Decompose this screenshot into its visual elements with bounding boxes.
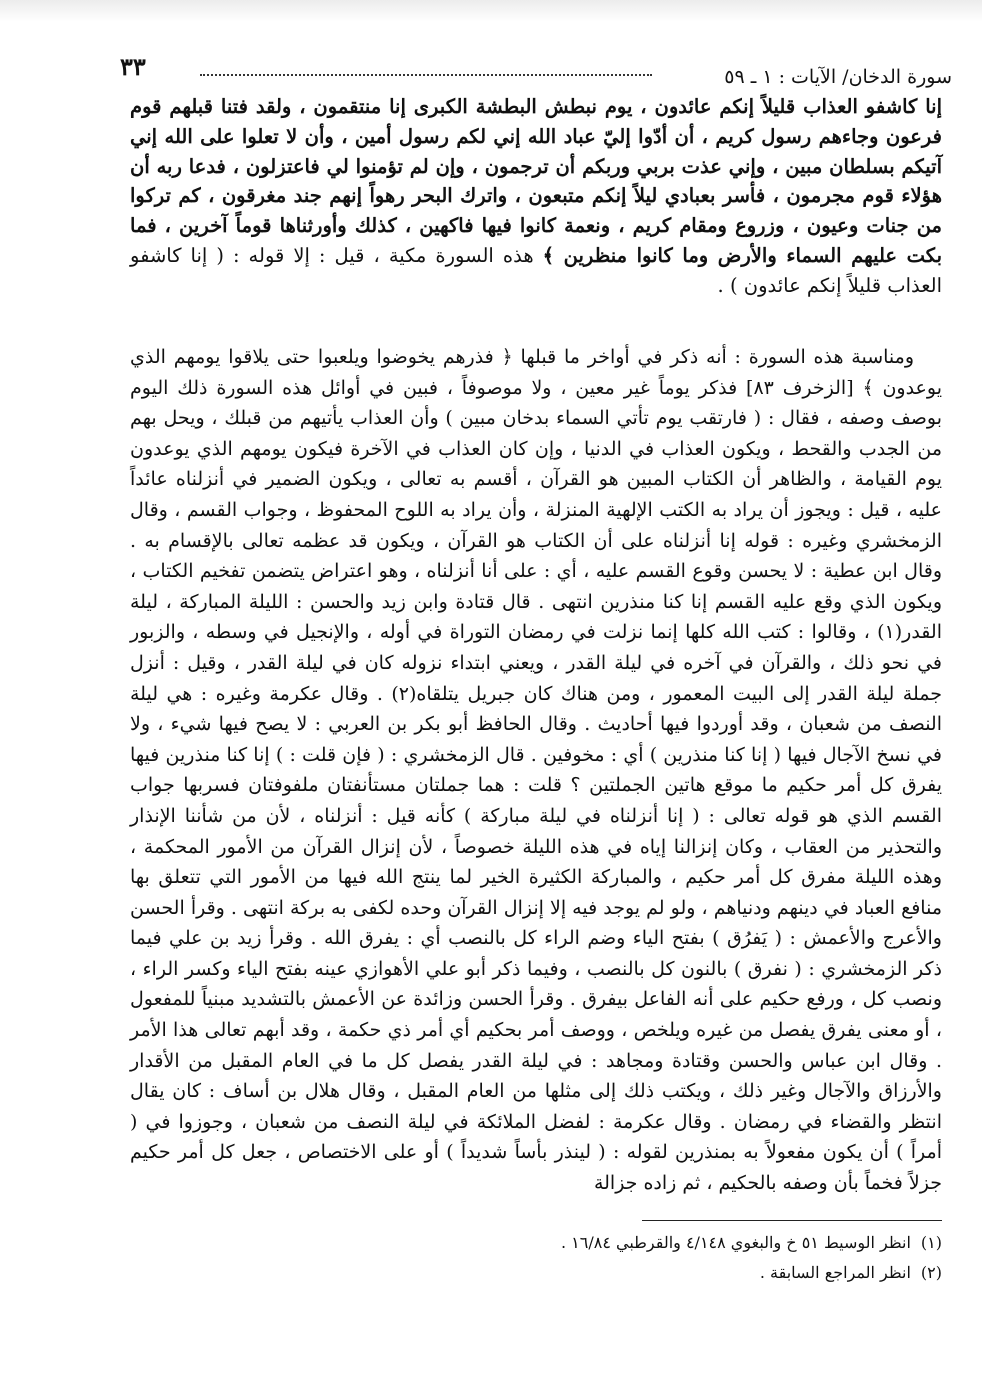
surah-intro: هذه السورة مكية ، قيل : إلا قوله : ( إنا كاشفو العذاب قليلاً إنكم عائدون ) . [130,243,942,297]
scan-edge [0,0,982,22]
header-dotted-rule [200,74,652,76]
footnote-number: (١) [920,1233,942,1252]
commentary-paragraph: ومناسبة هذه السورة : أنه ذكر في أواخر ما قبلها ﴿ فذرهم يخوضوا ويلعبوا حتى يلاقوا يومهم الذي يوعدون ﴾ [الزخرف ٨٣] فذكر يوماً غير معين ، ولا موصوفاً ، فبين في أوائل هذه السورة ذلك اليوم بوصف وصفه ، فقال : ( فارتقب يوم تأتي السماء بدخان مبين ) وأن العذاب يأتيهم من قبلك ، ويحل بهم من الجدب والقحط ، ويكون العذاب في الدنيا ، وإن كان العذاب في الآخرة فيكون يومهم الذي يوعدون يوم القيامة ، والظاهر أن الكتاب المبين هو القرآن ، أقسم به تعالى ، ويكون الضمير في أنزلناه عائداً عليه ، قيل : ويجوز أن يراد به الكتب الإلهية المنزلة ، وأن يراد به اللوح المحفوظ ، وجواب القسم ، وقال الزمخشري وغيره : قوله إنا أنزلناه على أن الكتاب هو القرآن ، ويكون قد عظمه تعالى بالإقسام به . وقال ابن عطية : لا يحسن وقوع القسم عليه ، أي : على أنا أنزلناه ، وهو اعتراض يتضمن تفخيم الكتاب ، ويكون الذي وقع عليه القسم إنا كنا منذرين انتهى . قال قتادة وابن زيد والحسن : الليلة المباركة ، ليلة القدر(١) ، وقالوا : كتب الله كلها إنما نزلت في رمضان التوراة في أوله ، والإنجيل في وسطه ، والزبور في نحو ذلك ، والقرآن في آخره في ليلة القدر ، ويعني ابتداء نزوله كان في ليلة القدر ، وقيل : أنزل جملة ليلة القدر إلى البيت المعمور ، ومن هناك كان جبريل يتلقاه(٢) . وقال عكرمة وغيره : هي ليلة النصف من شعبان ، وقد أوردوا فيها أحاديث . وقال الحافظ أبو بكر بن العربي : لا يصح فيها شيء ، ولا في نسخ الآجال فيها ( إنا كنا منذرين ) أي : مخوفين . قال الزمخشري : ( فإن قلت : ) إنا كنا منذرين فيها يفرق كل أمر حكيم ما موقع هاتين الجملتين ؟ قلت : هما جملتان مستأنفتان ملفوفتان فسربها جواب القسم الذي هو قوله تعالى : ( إنا أنزلناه في ليلة مباركة ) كأنه قيل : أنزلناه ، لأن من شأننا الإنذار والتحذير من العقاب ، وكان إنزالنا إياه في هذه الليلة خصوصاً ، لأن إنزال القرآن من الأمور المحكمة ، وهذه الليلة مفرق كل أمر حكيم ، والمباركة الكثيرة الخير لما ينتج الله فيها من الأمور التي تتعلق بها منافع العباد في دينهم ودنياهم ، ولو لم يوجد فيه إلا إنزال القرآن وحده لكفى به بركة انتهى . وقرأ الحسن والأعرج والأعمش : ( يَفرُق ) بفتح الياء وضم الراء كل بالنصب أي : يفرق الله . وقرأ زيد بن علي فيما ذكر الزمخشري : ( نفرق ) بالنون كل بالنصب ، وفيما ذكر أبو علي الأهوازي عينه بفتح الياء وكسر الراء ، ونصب كل ، ورفع حكيم على أنه الفاعل بيفرق . وقرأ الحسن وزائدة عن الأعمش بالتشديد مبنياً للمفعول ، أو معنى يفرق يفصل من غيره ويلخص ، ووصف أمر بحكيم أي أمر ذي حكمة ، وقد أبهم تعالى هذا الأمر . وقال ابن عباس والحسن وقتادة ومجاهد : في ليلة القدر يفصل كل ما في العام المقبل من الأقدار والأرزاق والآجال وغير ذلك ، ويكتب ذلك إلى مثلها من العام المقبل ، وقال هلال بن أساف : كان يقال انتظر والقضاء في رمضان . وقال عكرمة : لفضل الملائكة في ليلة النصف من شعبان ، وجوزوا في ( أمراً ) أن يكون مفعولاً به بمنذرين لقوله : ( لينذر بأساً شديداً ) أو على الاختصاص ، جعل كل أمر حكيم جزلاً فخماً بأن وصفه بالحكيم ، ثم زاده جزالة [130,346,943,1195]
footnote-item [130,1258,942,1288]
footnote-item [130,1228,942,1258]
footnote-text: انظر الوسيط ٥١ خ والبغوي ٤/١٤٨ والقرطبي ١٦/٨٤ . [560,1233,911,1252]
page-number: ٣٣ [120,52,146,81]
footnote-separator [642,1220,942,1221]
quran-verses-block [130,92,942,301]
footnotes [130,1228,942,1288]
page-header [120,52,952,92]
commentary-block [130,342,942,1199]
quran-verses: إنا كاشفو العذاب قليلاً إنكم عائدون ، يوم نبطش البطشة الكبرى إنا منتقمون ، ولقد فتنا قبلهم قوم فرعون وجاءهم رسول كريم ، أن أدّوا إليّ عباد الله إني لكم رسول أمين ، وأن لا تعلوا على الله إني آتيكم بسلطان مبين ، وإني عذت بربي وربكم أن ترجمون ، وإن لم تؤمنوا لي فاعتزلون ، فدعا ربه أن هؤلاء قوم مجرمون ، فأسر بعبادي ليلاً إنكم متبعون ، واترك البحر رهواً إنهم جند مغرقون ، كم تركوا من جنات وعيون ، وزروع ومقام كريم ، ونعمة كانوا فيها فاكهين ، كذلك وأورثناها قوماً آخرين ، فما بكت عليهم السماء والأرض وما كانوا منظرين ﴾ [130,95,942,267]
footnote-text: انظر المراجع السابقة . [759,1263,911,1282]
footnote-number: (٢) [920,1263,942,1282]
running-title: سورة الدخان/ الآيات : ١ ـ ٥٩ [724,66,952,88]
